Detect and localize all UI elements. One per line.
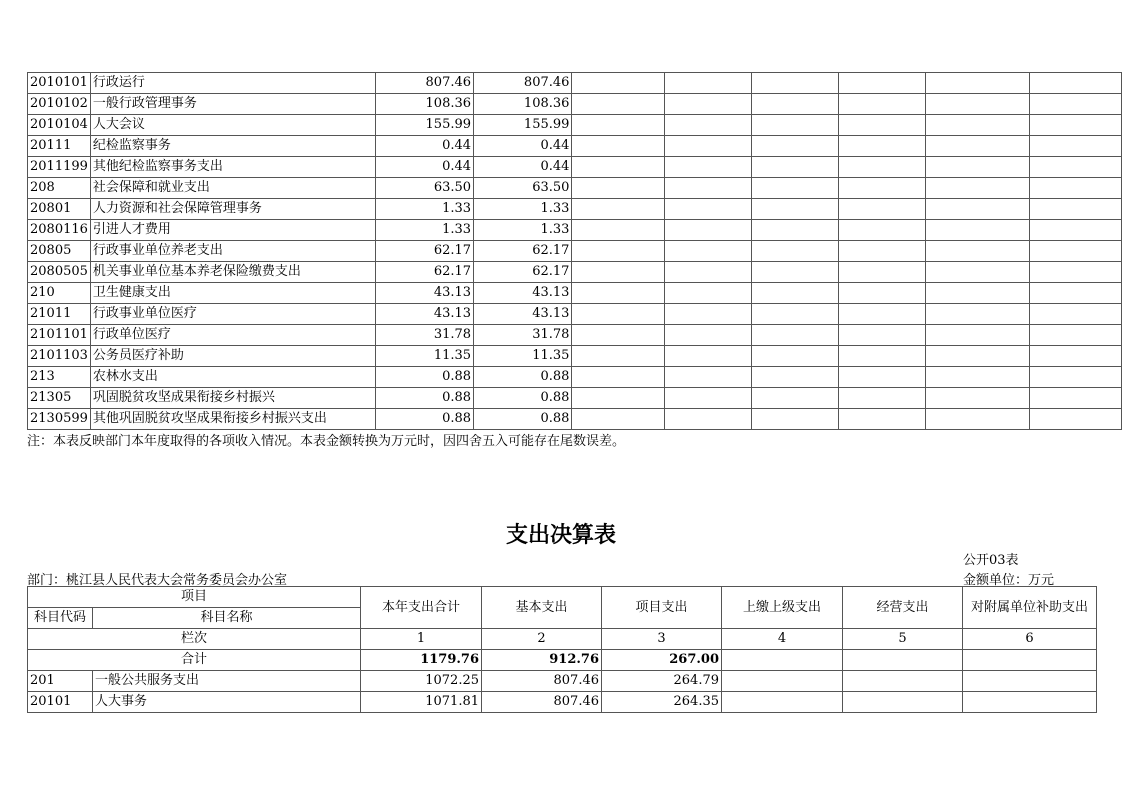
name-cell: 社会保障和就业支出: [90, 178, 375, 199]
sum-label: 合计: [28, 650, 361, 671]
empty-cell: [572, 73, 664, 94]
empty-cell: [751, 346, 838, 367]
table-row: [28, 346, 1122, 367]
project-cell: 264.35: [602, 692, 722, 713]
empty-cell: [838, 367, 925, 388]
empty-cell: [664, 346, 751, 367]
column-number: 2: [482, 629, 602, 650]
table-row: [28, 136, 1122, 157]
table-note: 注：本表反映部门本年度取得的各项收入情况。本表金额转换为万元时，因四舍五入可能存在尾数误差。: [27, 434, 626, 449]
code-cell: 210: [28, 283, 91, 304]
table-row: [28, 178, 1122, 199]
total-cell: 43.13: [375, 283, 473, 304]
empty-cell: [925, 73, 1029, 94]
empty-cell: [664, 409, 751, 430]
total-cell: 63.50: [375, 178, 473, 199]
total-cell: 108.36: [375, 94, 473, 115]
total-cell: 1071.81: [361, 692, 482, 713]
header-project: 项目支出: [602, 587, 722, 629]
empty-cell: [838, 346, 925, 367]
empty-cell: [1029, 346, 1121, 367]
empty-cell: [572, 283, 664, 304]
empty-cell: [1029, 388, 1121, 409]
name-cell: 其他纪检监察事务支出: [90, 157, 375, 178]
empty-cell: [963, 671, 1097, 692]
empty-cell: [1029, 94, 1121, 115]
empty-cell: [572, 388, 664, 409]
empty-cell: [572, 367, 664, 388]
basic-cell: 11.35: [474, 346, 572, 367]
empty-cell: [1029, 199, 1121, 220]
basic-cell: 63.50: [474, 178, 572, 199]
basic-cell: 62.17: [474, 262, 572, 283]
total-cell: 43.13: [375, 304, 473, 325]
code-cell: 2130599: [28, 409, 91, 430]
empty-cell: [925, 367, 1029, 388]
empty-cell: [751, 157, 838, 178]
empty-cell: [838, 115, 925, 136]
empty-cell: [838, 157, 925, 178]
empty-cell: [843, 671, 963, 692]
basic-cell: 155.99: [474, 115, 572, 136]
empty-cell: [664, 136, 751, 157]
empty-cell: [664, 283, 751, 304]
empty-cell: [838, 241, 925, 262]
code-cell: 20805: [28, 241, 91, 262]
empty-cell: [664, 241, 751, 262]
empty-cell: [664, 115, 751, 136]
total-cell: 0.44: [375, 136, 473, 157]
basic-cell: 43.13: [474, 304, 572, 325]
empty-cell: [925, 325, 1029, 346]
basic-cell: 108.36: [474, 94, 572, 115]
sum-project: 267.00: [602, 650, 722, 671]
empty-cell: [722, 671, 843, 692]
table-row: [28, 94, 1122, 115]
empty-cell: [664, 262, 751, 283]
code-cell: 21305: [28, 388, 91, 409]
total-cell: 1072.25: [361, 671, 482, 692]
code-cell: 213: [28, 367, 91, 388]
empty-cell: [925, 262, 1029, 283]
basic-cell: 1.33: [474, 199, 572, 220]
empty-cell: [925, 178, 1029, 199]
empty-cell: [572, 94, 664, 115]
empty-cell: [751, 367, 838, 388]
empty-cell: [722, 692, 843, 713]
basic-cell: 0.88: [474, 409, 572, 430]
empty-cell: [838, 178, 925, 199]
code-cell: 21011: [28, 304, 91, 325]
total-cell: 155.99: [375, 115, 473, 136]
empty-cell: [664, 94, 751, 115]
empty-cell: [664, 388, 751, 409]
empty-cell: [751, 304, 838, 325]
name-cell: 人大事务: [93, 692, 361, 713]
empty-cell: [1029, 325, 1121, 346]
empty-cell: [751, 199, 838, 220]
column-number-row: [28, 629, 1097, 650]
table-row: [28, 241, 1122, 262]
sum-row: [28, 650, 1097, 671]
name-cell: 行政事业单位养老支出: [90, 241, 375, 262]
empty-cell: [751, 73, 838, 94]
empty-cell: [1029, 157, 1121, 178]
empty-cell: [751, 283, 838, 304]
table-row: [28, 157, 1122, 178]
header-business: 经营支出: [843, 587, 963, 629]
header-name: 科目名称: [93, 608, 361, 629]
empty-cell: [751, 136, 838, 157]
basic-cell: 807.46: [474, 73, 572, 94]
empty-cell: [838, 262, 925, 283]
empty-cell: [925, 304, 1029, 325]
empty-cell: [572, 262, 664, 283]
column-number: 6: [963, 629, 1097, 650]
empty-cell: [925, 241, 1029, 262]
name-cell: 纪检监察事务: [90, 136, 375, 157]
code-cell: 201: [28, 671, 93, 692]
code-cell: 2080116: [28, 220, 91, 241]
code-cell: 2010104: [28, 115, 91, 136]
total-cell: 0.88: [375, 388, 473, 409]
basic-cell: 0.88: [474, 388, 572, 409]
empty-cell: [572, 199, 664, 220]
code-cell: 20101: [28, 692, 93, 713]
table-row: [28, 283, 1122, 304]
basic-cell: 31.78: [474, 325, 572, 346]
code-cell: 2101101: [28, 325, 91, 346]
column-number: 4: [722, 629, 843, 650]
column-number: 5: [843, 629, 963, 650]
empty-cell: [925, 136, 1029, 157]
empty-cell: [925, 94, 1029, 115]
empty-cell: [925, 199, 1029, 220]
table-row: [28, 671, 1097, 692]
code-cell: 2010102: [28, 94, 91, 115]
header-code: 科目代码: [28, 608, 93, 629]
form-number: 公开03表: [963, 553, 1019, 568]
empty-cell: [664, 304, 751, 325]
income-table-continued: [27, 72, 1122, 430]
table-row: [28, 367, 1122, 388]
empty-cell: [751, 409, 838, 430]
empty-cell: [925, 388, 1029, 409]
code-cell: 20111: [28, 136, 91, 157]
empty-cell: [572, 409, 664, 430]
empty-cell: [1029, 304, 1121, 325]
name-cell: 行政单位医疗: [90, 325, 375, 346]
table-row: [28, 220, 1122, 241]
empty-cell: [843, 692, 963, 713]
total-cell: 0.88: [375, 409, 473, 430]
empty-cell: [664, 325, 751, 346]
empty-cell: [925, 346, 1029, 367]
column-number: 1: [361, 629, 482, 650]
empty-cell: [751, 115, 838, 136]
project-cell: 264.79: [602, 671, 722, 692]
empty-cell: [838, 73, 925, 94]
empty-cell: [751, 220, 838, 241]
empty-cell: [1029, 409, 1121, 430]
total-cell: 0.88: [375, 367, 473, 388]
total-cell: 62.17: [375, 241, 473, 262]
header-basic: 基本支出: [482, 587, 602, 629]
name-cell: 机关事业单位基本养老保险缴费支出: [90, 262, 375, 283]
total-cell: 0.44: [375, 157, 473, 178]
table-row: [28, 115, 1122, 136]
column-row-label: 栏次: [28, 629, 361, 650]
empty-cell: [1029, 241, 1121, 262]
empty-cell: [572, 346, 664, 367]
empty-cell: [572, 157, 664, 178]
empty-cell: [1029, 283, 1121, 304]
page-title: 支出决算表: [505, 522, 616, 548]
empty-cell: [751, 325, 838, 346]
empty-cell: [1029, 115, 1121, 136]
header-row-1: [28, 587, 1097, 608]
basic-cell: 807.46: [482, 671, 602, 692]
department-label: 部门：桃江县人民代表大会常务委员会办公室: [27, 573, 288, 588]
empty-cell: [838, 283, 925, 304]
empty-cell: [925, 115, 1029, 136]
name-cell: 人力资源和社会保障管理事务: [90, 199, 375, 220]
basic-cell: 807.46: [482, 692, 602, 713]
empty-cell: [664, 199, 751, 220]
name-cell: 行政事业单位医疗: [90, 304, 375, 325]
empty-cell: [1029, 73, 1121, 94]
empty-cell: [572, 178, 664, 199]
empty-cell: [751, 241, 838, 262]
empty-cell: [664, 157, 751, 178]
empty-cell: [1029, 178, 1121, 199]
empty-cell: [572, 304, 664, 325]
name-cell: 卫生健康支出: [90, 283, 375, 304]
empty-cell: [664, 73, 751, 94]
amount-unit-label: 金额单位：万元: [963, 573, 1055, 588]
empty-cell: [838, 409, 925, 430]
name-cell: 农林水支出: [90, 367, 375, 388]
basic-cell: 1.33: [474, 220, 572, 241]
column-number: 3: [602, 629, 722, 650]
header-upper: 上缴上级支出: [722, 587, 843, 629]
total-cell: 31.78: [375, 325, 473, 346]
expenditure-table: [27, 586, 1097, 713]
empty-cell: [751, 262, 838, 283]
sum-basic: 912.76: [482, 650, 602, 671]
name-cell: 一般公共服务支出: [93, 671, 361, 692]
code-cell: 2010101: [28, 73, 91, 94]
basic-cell: 0.44: [474, 157, 572, 178]
total-cell: 807.46: [375, 73, 473, 94]
name-cell: 公务员医疗补助: [90, 346, 375, 367]
empty-cell: [751, 94, 838, 115]
empty-cell: [963, 692, 1097, 713]
empty-cell: [751, 388, 838, 409]
empty-cell: [925, 220, 1029, 241]
name-cell: 引进人才费用: [90, 220, 375, 241]
total-cell: 11.35: [375, 346, 473, 367]
empty-cell: [838, 304, 925, 325]
empty-cell: [751, 178, 838, 199]
name-cell: 行政运行: [90, 73, 375, 94]
table-row: [28, 409, 1122, 430]
empty-cell: [925, 409, 1029, 430]
empty-cell: [572, 325, 664, 346]
code-cell: 2101103: [28, 346, 91, 367]
empty-cell: [838, 220, 925, 241]
empty-cell: [838, 388, 925, 409]
basic-cell: 43.13: [474, 283, 572, 304]
table-row: [28, 73, 1122, 94]
name-cell: 其他巩固脱贫攻坚成果衔接乡村振兴支出: [90, 409, 375, 430]
name-cell: 一般行政管理事务: [90, 94, 375, 115]
total-cell: 1.33: [375, 220, 473, 241]
empty-cell: [925, 283, 1029, 304]
name-cell: 巩固脱贫攻坚成果衔接乡村振兴: [90, 388, 375, 409]
empty-cell: [838, 136, 925, 157]
table-row: [28, 262, 1122, 283]
basic-cell: 0.44: [474, 136, 572, 157]
empty-cell: [1029, 262, 1121, 283]
empty-cell: [572, 220, 664, 241]
empty-cell: [1029, 136, 1121, 157]
empty-cell: [838, 199, 925, 220]
total-cell: 1.33: [375, 199, 473, 220]
table-row: [28, 199, 1122, 220]
empty-cell: [838, 94, 925, 115]
empty-cell: [664, 220, 751, 241]
code-cell: 208: [28, 178, 91, 199]
basic-cell: 0.88: [474, 367, 572, 388]
table-row: [28, 692, 1097, 713]
empty-cell: [838, 325, 925, 346]
table-row: [28, 388, 1122, 409]
header-total: 本年支出合计: [361, 587, 482, 629]
empty-cell: [572, 136, 664, 157]
empty-cell: [572, 115, 664, 136]
total-cell: 62.17: [375, 262, 473, 283]
empty-cell: [1029, 367, 1121, 388]
header-subsidy: 对附属单位补助支出: [963, 587, 1097, 629]
name-cell: 人大会议: [90, 115, 375, 136]
table-row: [28, 304, 1122, 325]
code-cell: 20801: [28, 199, 91, 220]
empty-cell: [1029, 220, 1121, 241]
header-item: 项目: [28, 587, 361, 608]
basic-cell: 62.17: [474, 241, 572, 262]
empty-cell: [925, 157, 1029, 178]
code-cell: 2080505: [28, 262, 91, 283]
empty-cell: [664, 178, 751, 199]
table-row: [28, 325, 1122, 346]
sum-total: 1179.76: [361, 650, 482, 671]
code-cell: 2011199: [28, 157, 91, 178]
empty-cell: [572, 241, 664, 262]
empty-cell: [664, 367, 751, 388]
